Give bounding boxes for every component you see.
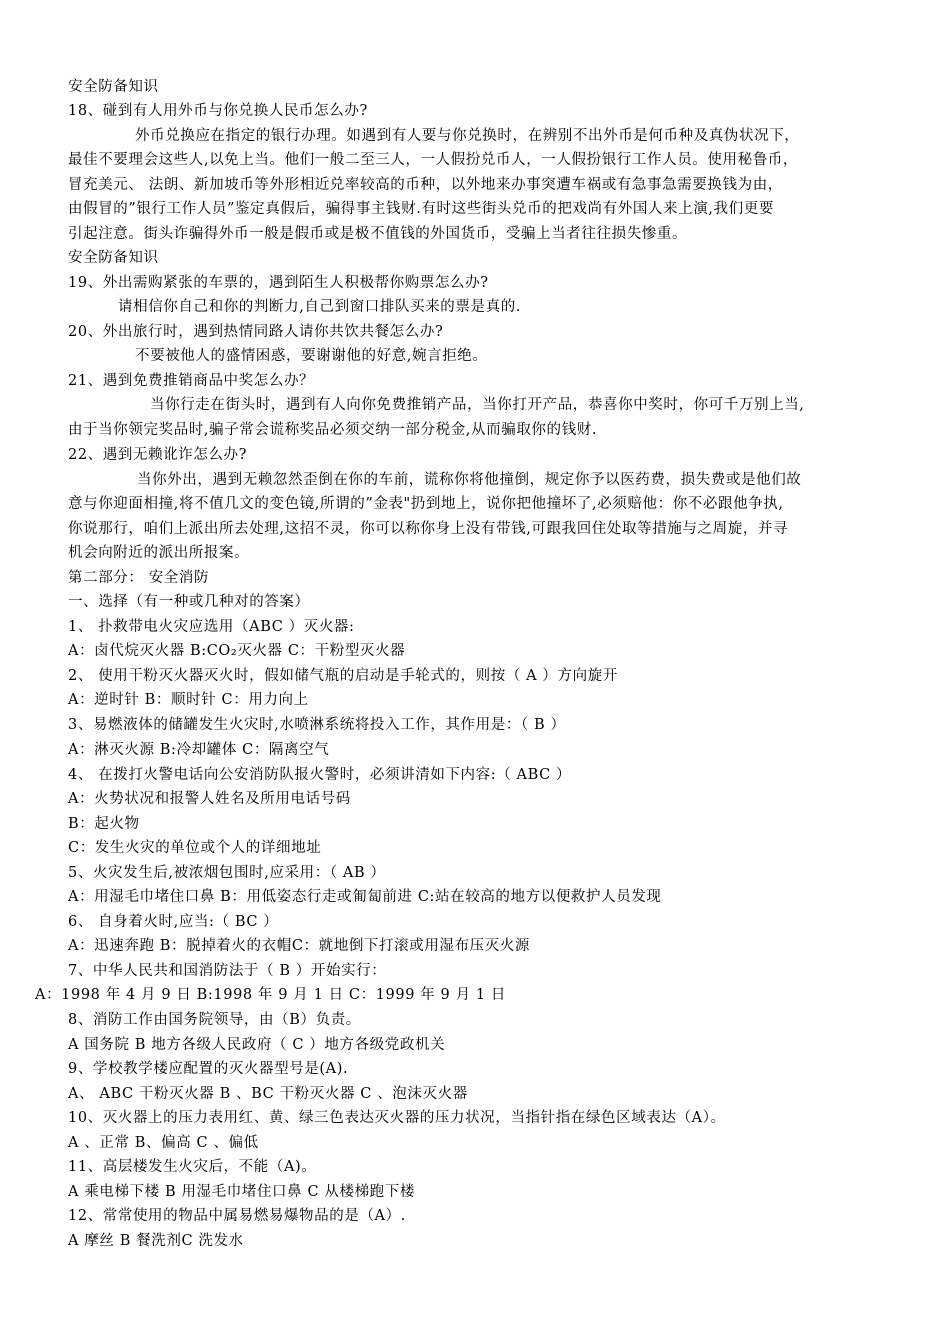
quiz-question: 5、火灾发生后,被浓烟包围时,应采用：（ AB ） xyxy=(68,865,386,881)
answer-paragraph: 最佳不要理会这些人,以免上当。他们一般二至三人，一人假扮兑币人，一人假扮银行工作人员。使用秘鲁币， xyxy=(68,152,799,168)
answer-paragraph: 由假冒的”银行工作人员”鉴定真假后，骗得事主钱财.有时这些街头兑币的把戏尚有外国人来上演,我们更要 xyxy=(68,201,774,217)
question-22: 22、遇到无赖讹诈怎么办? xyxy=(68,447,248,463)
answer-paragraph: 冒充美元、 法朗、新加坡币等外形相近兑率较高的币种，以外地来办事突遭车祸或有急事急需要换钱为由， xyxy=(68,177,783,193)
question-20: 20、外出旅行时，遇到热情同路人请你共饮共餐怎么办? xyxy=(68,324,444,340)
quiz-options: A 摩丝 B 餐洗剂C 洗发水 xyxy=(68,1233,244,1249)
question-19: 19、外出需购紧张的车票的，遇到陌生人积极帮你购票怎么办? xyxy=(68,275,489,291)
quiz-question: 1、 扑救带电火灾应选用（ABC ）灭火器: xyxy=(68,619,355,635)
quiz-options: A：1998 年 4 月 9 日 B:1998 年 9 月 1 日 C：1999 年 9 月 1 日 xyxy=(35,987,507,1003)
quiz-options: C：发生火灾的单位或个人的详细地址 xyxy=(68,840,322,856)
quiz-options: A：迅速奔跑 B：脱掉着火的衣帽C：就地倒下打滚或用湿布压灭火源 xyxy=(68,938,531,954)
quiz-options: A：火势状况和报警人姓名及所用电话号码 xyxy=(68,791,351,807)
answer-paragraph: 当你外出，遇到无赖忽然歪倒在你的车前，谎称你将他撞倒，规定你予以医药费，损失费或是他们故 xyxy=(137,472,802,488)
answer-paragraph: 不要被他人的盛情困惑，要谢谢他的好意,婉言拒绝。 xyxy=(135,348,488,364)
answer-paragraph: 请相信你自己和你的判断力,自己到窗口排队买来的票是真的. xyxy=(118,299,522,315)
quiz-question: 11、高层楼发生火灾后，不能（A)。 xyxy=(68,1159,317,1175)
section-heading: 安全防备知识 xyxy=(68,250,159,266)
quiz-question: 9、学校教学楼应配置的灭火器型号是(A). xyxy=(68,1061,349,1077)
quiz-options: A、 ABC 干粉灭火器 B 、BC 干粉灭火器 C 、泡沫灭火器 xyxy=(68,1086,468,1102)
answer-paragraph: 外币兑换应在指定的银行办理。如遇到有人要与你兑换时，在辨别不出外币是何币种及真伪状况下， xyxy=(135,128,800,144)
quiz-question: 7、中华人民共和国消防法于（ B ）开始实行： xyxy=(68,963,387,979)
question-21: 21、遇到免费推销商品中奖怎么办？ xyxy=(68,373,315,389)
subsection-heading: 一、选择（有一种或几种对的答案） xyxy=(68,594,310,610)
answer-paragraph: 意与你迎面相撞,将不值几文的变色镜,所谓的”金表"扔到地上，说你把他撞坏了,必须赔他：你不必跟他争执, xyxy=(68,496,784,512)
quiz-options: A：卤代烷灭火器 B:CO₂灭火器 C：干粉型灭火器 xyxy=(68,643,406,659)
quiz-options: A：淋灭火源 B:冷却罐体 C：隔离空气 xyxy=(68,742,330,758)
quiz-options: A：用湿毛巾堵住口鼻 B：用低姿态行走或匍匐前进 C:站在较高的地方以便救护人员发现 xyxy=(68,889,662,905)
quiz-options: A 、正常 B、偏高 C 、偏低 xyxy=(68,1135,259,1151)
question-18: 18、碰到有人用外币与你兑换人民币怎么办? xyxy=(68,103,368,119)
quiz-options: A：逆时针 B：顺时针 C：用力向上 xyxy=(68,692,309,708)
quiz-question: 2、 使用干粉灭火器灭火时，假如储气瓶的启动是手轮式的，则按（ A ）方向旋开 xyxy=(68,668,618,684)
quiz-question: 12、常常使用的物品中属易燃易爆物品的是（A）. xyxy=(68,1208,406,1224)
quiz-options: A 国务院 B 地方各级人民政府（ C ）地方各级党政机关 xyxy=(68,1037,446,1053)
quiz-question: 8、消防工作由国务院领导，由（B）负责。 xyxy=(68,1012,361,1028)
part-heading: 第二部分： 安全消防 xyxy=(68,570,210,586)
answer-paragraph: 由于当你领完奖品时,骗子常会谎称奖品必须交纳一部分税金,从而骗取你的钱财. xyxy=(68,422,598,438)
quiz-question: 4、 在拨打火警电话向公安消防队报火警时，必须讲清如下内容:（ ABC ） xyxy=(68,767,572,783)
answer-paragraph: 引起注意。街头诈骗得外币一般是假币或是极不值钱的外国货币，受骗上当者往往损失惨重。 xyxy=(68,226,688,242)
quiz-question: 10、灭火器上的压力表用红、黄、绿三色表达灭火器的压力状况，当指针指在绿色区域表达（A）。 xyxy=(68,1110,726,1126)
quiz-question: 6、 自身着火时,应当:（ BC ） xyxy=(68,914,279,930)
quiz-question: 3、易燃液体的储罐发生火灾时,水喷淋系统将投入工作，其作用是：（ B ） xyxy=(68,717,566,733)
quiz-options: A 乘电梯下楼 B 用湿毛巾堵住口鼻 C 从楼梯跑下楼 xyxy=(68,1184,415,1200)
answer-paragraph: 机会向附近的派出所报案。 xyxy=(68,545,250,561)
quiz-options: B：起火物 xyxy=(68,816,140,832)
answer-paragraph: 你说那行，咱们上派出所去处理,这招不灵，你可以称你身上没有带钱,可跟我回住处取等措施与之周旋，并寻 xyxy=(68,521,789,537)
section-heading: 安全防备知识 xyxy=(68,79,159,95)
answer-paragraph: 当你行走在街头时，遇到有人向你免费推销产品，当你打开产品，恭喜你中奖时，你可千万别上当, xyxy=(150,397,805,413)
